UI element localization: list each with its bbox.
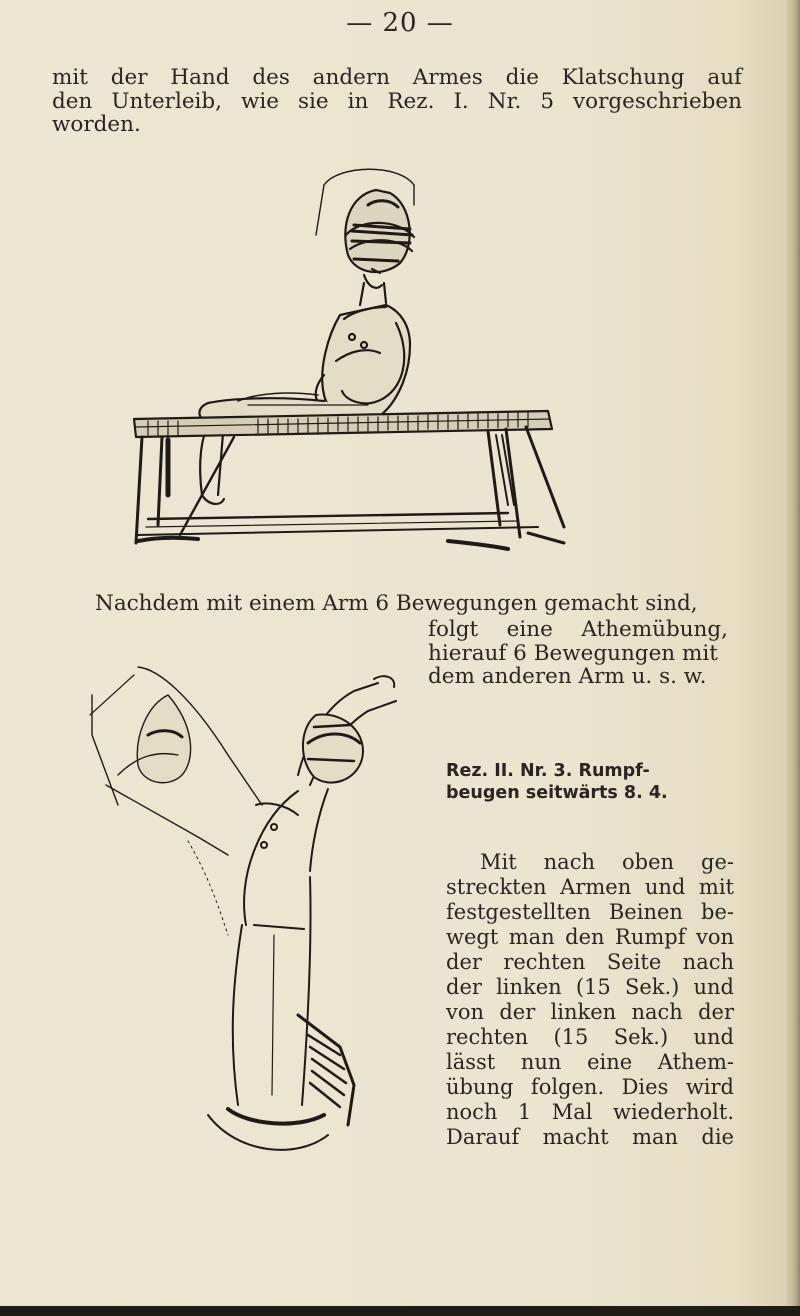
text-line: rechten (15 Sek.) und bbox=[446, 1025, 734, 1049]
exercise-text bbox=[446, 850, 734, 1150]
exercise-heading bbox=[446, 760, 736, 804]
text-line: der rechten Seite nach bbox=[446, 950, 734, 974]
text-line: Mit nach oben ge- bbox=[480, 850, 734, 874]
text-line: Darauf macht man die bbox=[446, 1125, 734, 1149]
top-paragraph bbox=[52, 66, 742, 137]
text-line: den Unterleib, wie sie in Rez. I. Nr. 5 vorgeschrieben bbox=[52, 88, 742, 114]
text-line: hierauf 6 Bewegungen mit bbox=[428, 640, 718, 666]
middle-paragraph bbox=[428, 618, 728, 689]
text-line: übung folgen. Dies wird bbox=[446, 1075, 734, 1099]
heading-line: Rez. II. Nr. 3. Rumpf- bbox=[446, 761, 650, 781]
middle-paragraph-first-line: Nachdem mit einem Arm 6 Bewegungen gemacht sind, bbox=[95, 591, 698, 616]
text-line: worden. bbox=[52, 112, 141, 137]
text-line: dem anderen Arm u. s. w. bbox=[428, 664, 707, 689]
text-line: folgt eine Athemübung, bbox=[428, 617, 728, 642]
text-line: noch 1 Mal wiederholt. bbox=[446, 1100, 734, 1124]
text-line: mit der Hand des andern Armes die Klatschung auf bbox=[52, 65, 742, 90]
page-edge bbox=[786, 0, 800, 1316]
woman-on-bench-illustration bbox=[128, 165, 568, 575]
heading-line: beugen seitwärts 8. 4. bbox=[446, 783, 668, 803]
side-bend-illustration bbox=[78, 655, 448, 1175]
text-line: wegt man den Rumpf von bbox=[446, 925, 734, 949]
text-line: lässt nun eine Athem- bbox=[446, 1050, 734, 1074]
text-line: streckten Armen und mit bbox=[446, 875, 734, 899]
bottom-rule bbox=[0, 1306, 800, 1316]
page-number: — 20 — bbox=[346, 8, 454, 38]
text-line: festgestellten Beinen be- bbox=[446, 900, 734, 924]
text-line: der linken (15 Sek.) und bbox=[446, 975, 734, 999]
text-line: von der linken nach der bbox=[446, 1000, 734, 1024]
